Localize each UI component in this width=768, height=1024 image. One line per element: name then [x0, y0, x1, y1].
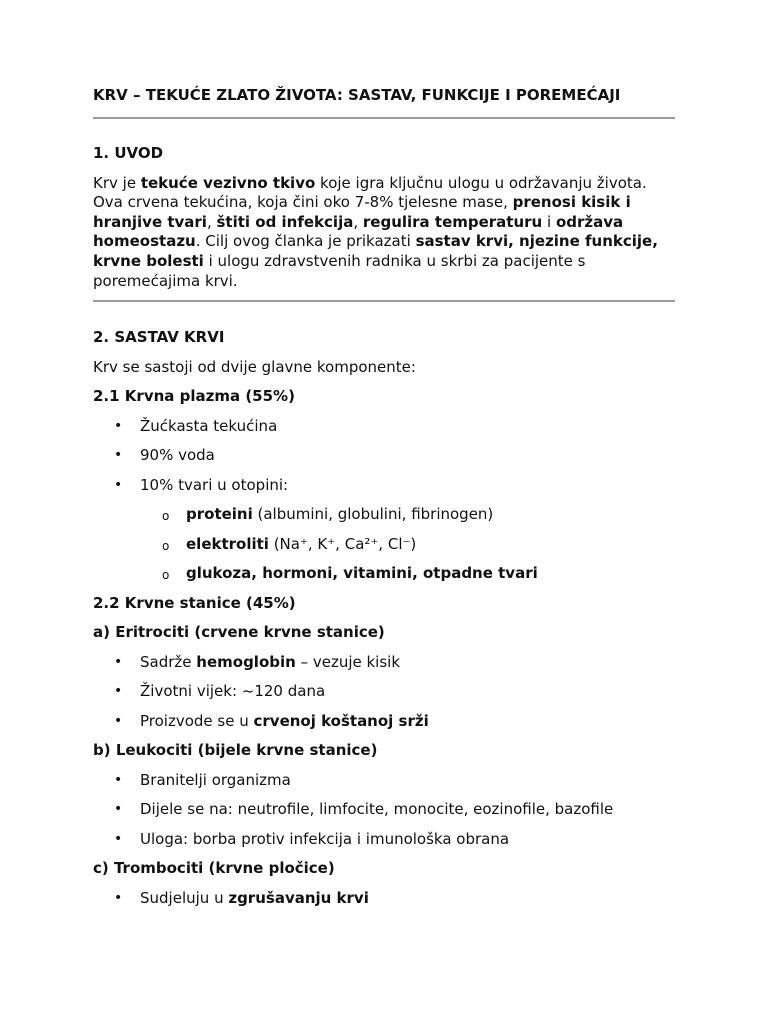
text-run: i: [542, 212, 556, 231]
text-run: Dijele se na: neutrofile, limfocite, monocite, eozinofile, bazofile: [140, 800, 614, 819]
list-item-text: [140, 653, 400, 671]
document-title: KRV – TEKUĆE ZLATO ŽIVOTA: SASTAV, FUNKCIJE I POREMEĆAJI: [93, 86, 621, 104]
sub-item-detail: (albumini, globulini, fibrinogen): [252, 505, 494, 524]
text-run: Sadrže: [140, 652, 197, 671]
bold-run: zgrušavanju krvi: [228, 888, 369, 907]
otopina-sublist: [93, 505, 675, 594]
subheading-leukociti: b) Leukociti (bijele krvne stanice): [93, 741, 378, 760]
list-item: [93, 771, 675, 801]
text-run: Krv je: [93, 173, 141, 192]
text-run: Proizvode se u: [140, 711, 254, 730]
bullet-marker: •: [114, 417, 123, 434]
bullet-marker: •: [114, 830, 123, 847]
list-item-text: Žućkasta tekućina: [140, 416, 278, 435]
bullet-marker: •: [114, 447, 123, 464]
sub-bullet-marker: o: [162, 509, 170, 524]
leukociti-list: [93, 771, 675, 860]
sub-list-item: [93, 505, 675, 535]
subheading-plazma: 2.1 Krvna plazma (55%): [93, 387, 295, 406]
section-heading-sastav: 2. SASTAV KRVI: [93, 328, 225, 347]
text-run: Sudjeluju u: [140, 888, 229, 907]
bold-run: prenosi kisik i hranjive tvari: [93, 193, 631, 231]
text-run: Uloga: borba protiv infekcija i imunološka obrana: [140, 829, 510, 848]
subheading-stanice: 2.2 Krvne stanice (45%): [93, 593, 296, 612]
sub-list-item: [93, 564, 675, 594]
list-item-text: 90% voda: [140, 446, 215, 465]
list-item: [93, 712, 675, 742]
sub-item-term: glukoza, hormoni, vitamini, otpadne tvari: [186, 564, 538, 583]
text-run: koje igra ključnu ulogu u održavanju života. Ova crvena tekućina, koja čini oko 7-8% tjelesne mase,: [93, 173, 647, 212]
bullet-marker: •: [114, 801, 123, 818]
trombociti-list: [93, 889, 675, 919]
bullet-marker: •: [114, 683, 123, 700]
bold-run: regulira temperaturu: [362, 212, 543, 231]
text-run: Životni vijek: ~120 dana: [140, 682, 326, 701]
section-heading-uvod: 1. UVOD: [93, 144, 164, 162]
sub-bullet-marker: o: [162, 568, 170, 583]
text-run: – vezuje kisik: [295, 652, 401, 671]
subheading-trombociti: c) Trombociti (krvne pločice): [93, 859, 335, 878]
bold-run: održava homeostazu: [93, 212, 624, 251]
bold-run: tekuće vezivno tkivo: [140, 173, 316, 192]
sub-item-detail: (Na⁺, K⁺, Ca²⁺, Cl⁻): [268, 534, 417, 553]
list-item: [93, 417, 675, 447]
subheading-eritrociti: a) Eritrociti (crvene krvne stanice): [93, 623, 385, 642]
list-item: [93, 800, 675, 830]
bullet-marker: •: [114, 771, 123, 788]
eritrociti-list: [93, 653, 675, 742]
list-item-text: [140, 889, 369, 907]
list-item-text: [140, 800, 613, 818]
text-run: . Cilj ovog članka je prikazati: [195, 232, 416, 251]
bullet-marker: •: [114, 712, 123, 729]
intro-paragraph: [93, 174, 675, 292]
text-run: Branitelji organizma: [140, 770, 291, 789]
list-item: [93, 476, 675, 506]
list-item: [93, 889, 675, 919]
bold-run: štiti od infekcija: [216, 212, 354, 231]
bullet-marker: •: [114, 653, 123, 670]
list-item-text: 10% tvari u otopini:: [140, 475, 289, 494]
bold-run: sastav krvi, njezine funkcije, krvne bolesti: [93, 232, 658, 270]
sub-item-term: proteini: [186, 505, 253, 524]
list-item-text: [140, 712, 429, 730]
bold-run: hemoglobin: [196, 652, 296, 671]
text-run: ,: [353, 212, 363, 231]
list-item-text: [140, 682, 325, 700]
text-run: i ulogu zdravstvenih radnika u skrbi za pacijente s poremećajima krvi.: [93, 251, 586, 290]
list-item: [93, 653, 675, 683]
list-item: [93, 446, 675, 476]
sub-bullet-marker: o: [162, 538, 170, 553]
bullet-marker: •: [114, 476, 123, 493]
sub-list-item: [93, 535, 675, 565]
text-run: ,: [206, 212, 217, 231]
list-item: [93, 830, 675, 860]
divider: [93, 117, 675, 119]
sastav-intro: Krv se sastoji od dvije glavne komponente:: [93, 357, 416, 376]
list-item-text: [140, 830, 509, 848]
plazma-list: [93, 417, 675, 506]
list-item: [93, 682, 675, 712]
sub-item-term: elektroliti: [186, 534, 269, 553]
divider: [93, 300, 675, 302]
list-item-text: [140, 771, 291, 789]
bullet-marker: •: [114, 889, 123, 906]
document-page: [93, 84, 675, 918]
bold-run: crvenoj koštanoj srži: [253, 711, 429, 730]
